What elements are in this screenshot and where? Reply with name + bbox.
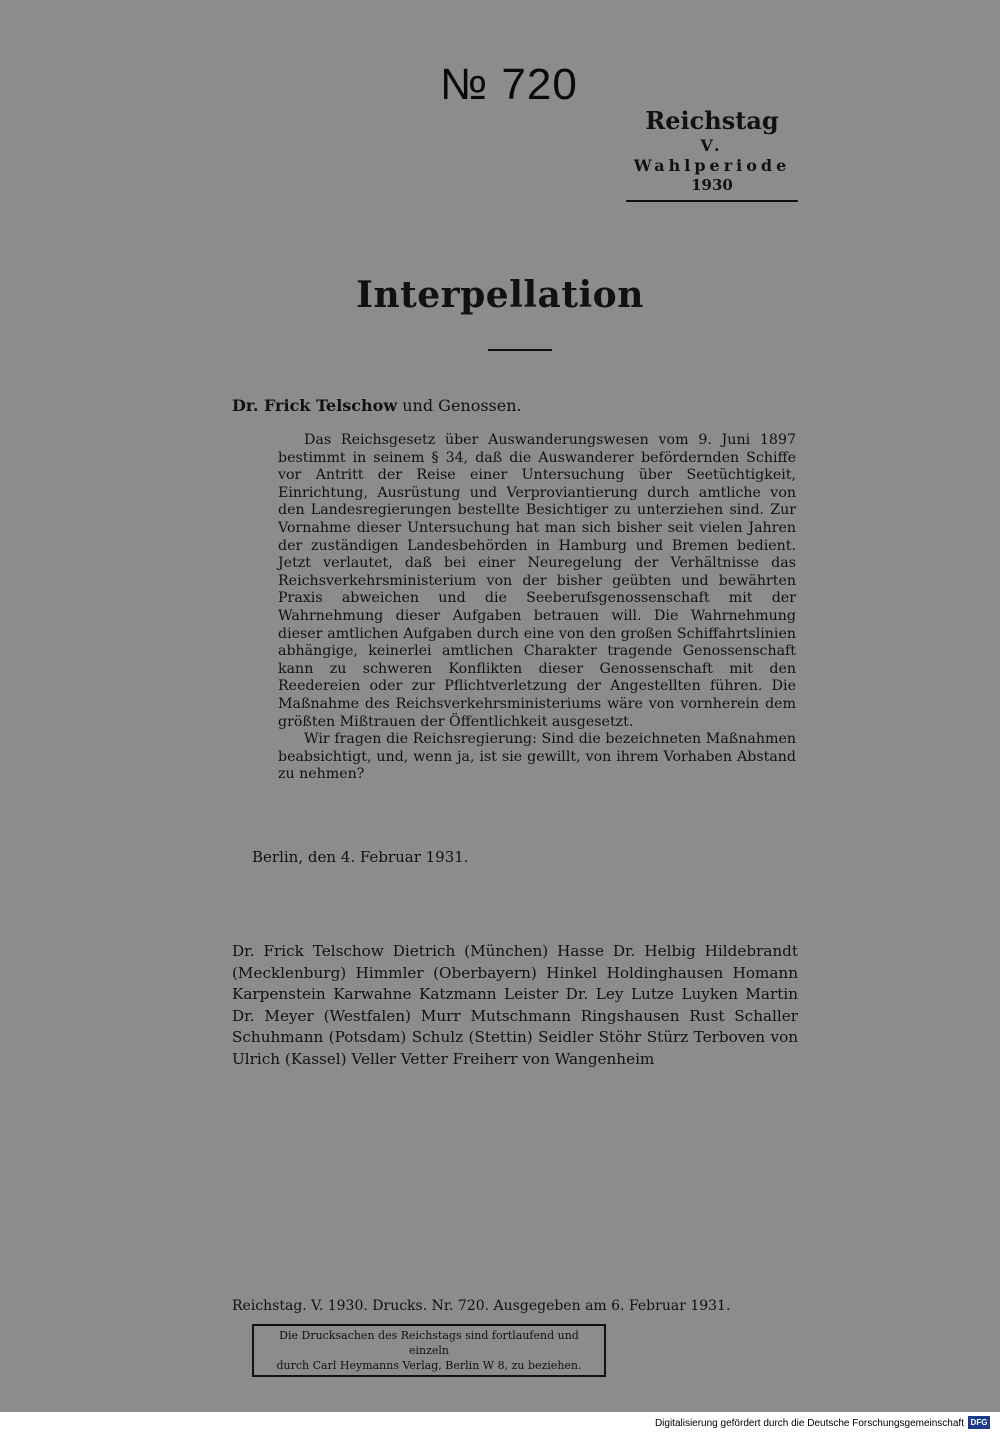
authors-suffix: und Genossen. — [402, 396, 522, 415]
interpellation-body — [278, 432, 796, 784]
place-and-date: Berlin, den 4. Februar 1931. — [252, 848, 469, 866]
signatories-list: Dr. Frick Telschow Dietrich (München) Hasse Dr. Helbig Hildebrandt (Mecklenburg) Himmler (Oberbayern) Hinkel Holdinghausen Homann Karpenstein Karwahne Katzmann Leister Dr. Ley Lutze Luyken Martin Dr. Meyer (Westfalen) Murr Mutschmann Ringshausen Rust Schaller Schuhmann (Potsdam) Schulz (Stettin) Seidler Stöhr Stürz Terboven von Ulrich (Kassel) Veller Vetter Freiherr von Wangenheim — [232, 942, 798, 1068]
document-type-title: Interpellation — [356, 274, 644, 316]
body-paragraph: Wir fragen die Reichsregierung: Sind die bezeichneten Maßnahmen beabsichtigt, und, wenn ja, ist sie gewillt, von ihrem Vorhaben Abstand zu nehmen? — [278, 731, 796, 783]
reichstag-title: Reichstag — [645, 106, 779, 135]
authors-line — [232, 396, 522, 415]
session-year: 1930 — [691, 176, 733, 194]
publisher-notice-box — [252, 1324, 606, 1377]
digitization-credit: Digitalisierung gefördert durch die Deutsche Forschungsgemeinschaft — [654, 1418, 964, 1429]
body-paragraph: Das Reichsgesetz über Auswanderungswesen vom 9. Juni 1897 bestimmt in seinem § 34, daß die Auswanderer befördernden Schiffe vor Antritt der Reise einer Untersuchung über Seetüchtigkeit, Einrichtung, Ausrüstung und Verproviantierung durch amtliche von den Landesregierungen bestellte Besichtiger zu unterziehen sind. Zur Vornahme dieser Untersuchung hat man sich bisher seit vielen Jahren der zuständigen Landesbehörden in Hamburg und Bremen bedient. Jetzt verlautet, daß bei einer Neuregelung der Verhältnisse das Reichsverkehrsministerium von der bisher geübten und bewährten Praxis abweichen und die Seeberufsgenossenschaft mit der Wahrnehmung dieser Aufgaben betrauen will. Die Wahrnehmung dieser amtlichen Aufgaben durch eine von den großen Schiffahrtslinien abhängige, keinerlei amtlichen Charakter tragende Genossenschaft kann zu schweren Konflikten dieser Genossenschaft mit den Reedereien oder zur Pflichtverletzung der Angestellten führen. Die Maßnahme des Reichsverkehrsministeriums wäre von vornherein dem größten Mißtrauen der Öffentlichkeit ausgesetzt. — [278, 432, 796, 730]
dfg-logo: DFG — [968, 1416, 990, 1429]
header-rule — [626, 200, 798, 202]
reichstag-header — [626, 106, 798, 202]
title-divider — [488, 349, 552, 351]
publisher-notice-line: Die Drucksachen des Reichstags sind fortlaufend und einzeln — [279, 1329, 579, 1357]
lead-authors: Dr. Frick Telschow — [232, 396, 398, 415]
electoral-period: V. Wahlperiode — [633, 136, 791, 175]
print-reference: Reichstag. V. 1930. Drucks. Nr. 720. Ausgegeben am 6. Februar 1931. — [232, 1298, 731, 1314]
document-number: № 720 — [440, 60, 578, 109]
publisher-notice-line: durch Carl Heymanns Verlag, Berlin W 8, zu beziehen. — [276, 1359, 582, 1372]
